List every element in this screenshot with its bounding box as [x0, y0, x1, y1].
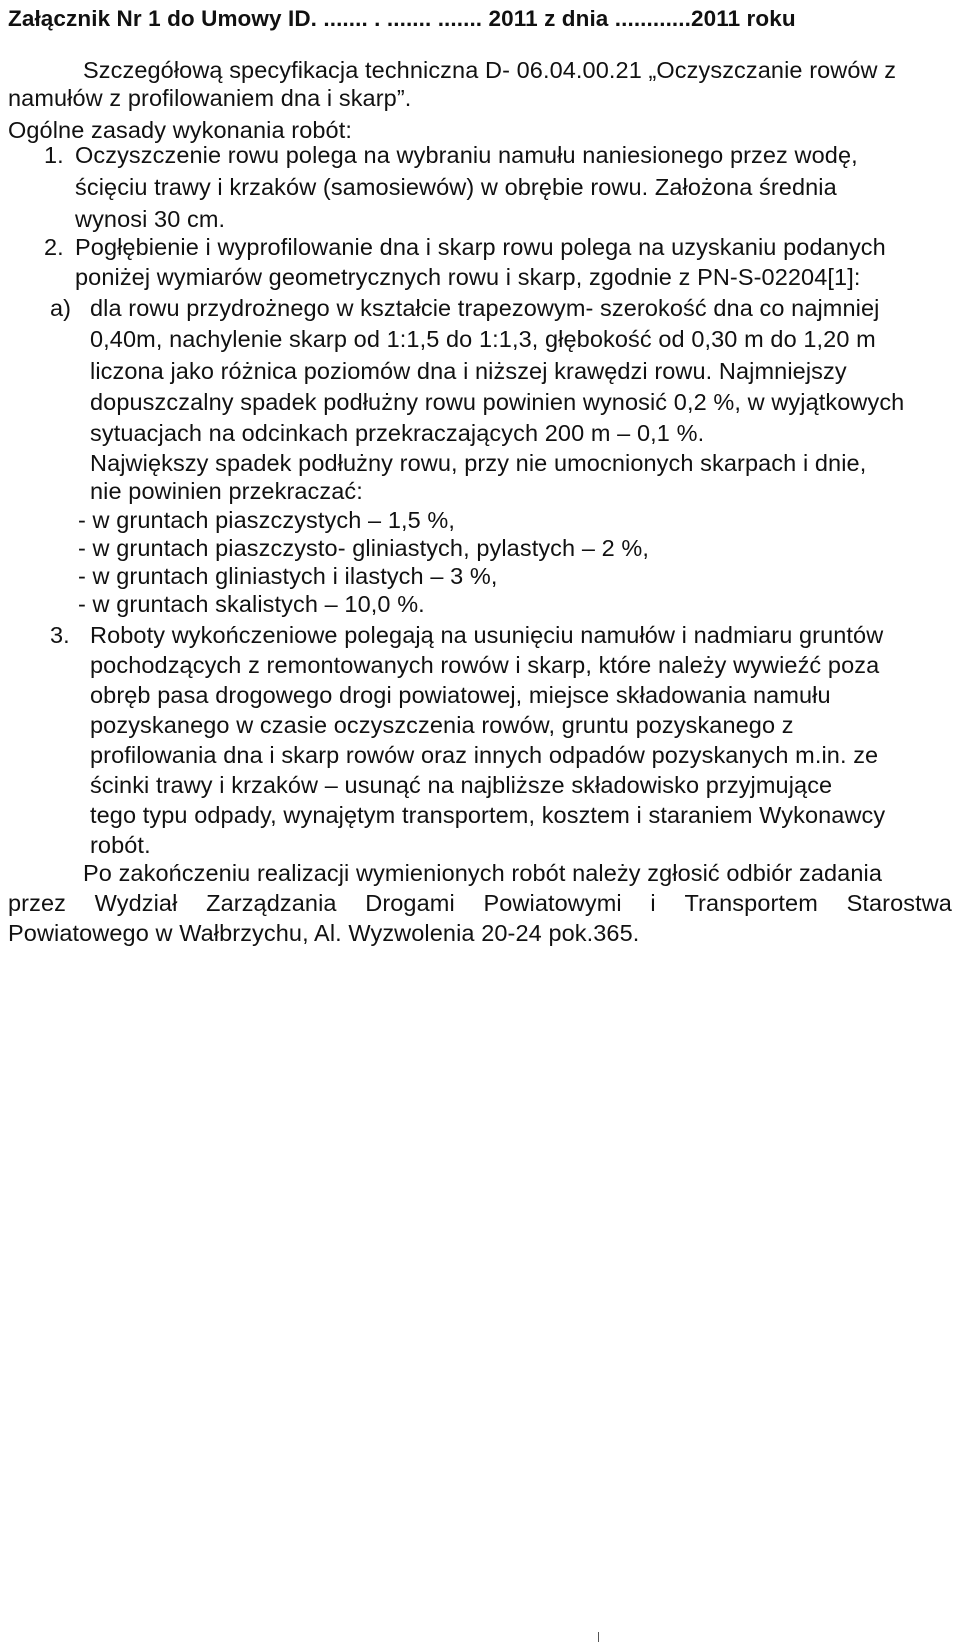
item-2-line-2: poniżej wymiarów geometrycznych rowu i skarp, zgodnie z PN-S-02204[1]:	[75, 264, 861, 290]
closing-word: Zarządzania	[206, 890, 337, 916]
closing-line-1: Po zakończeniu realizacji wymienionych robót należy zgłosić odbiór zadania	[83, 860, 882, 886]
closing-word: i	[650, 890, 656, 916]
scan-mark	[598, 1632, 599, 1642]
item-3-line-4: pozyskanego w czasie oczyszczenia rowów, gruntu pozyskanego z	[90, 712, 794, 738]
item-2a-line-5: sytuacjach na odcinkach przekraczających 200 m – 0,1 %.	[90, 420, 705, 446]
item-3-line-8: robót.	[90, 832, 151, 858]
soil-item-rocky: - w gruntach skalistych – 10,0 %.	[78, 591, 425, 617]
general-rules-heading: Ogólne zasady wykonania robót:	[8, 117, 352, 143]
spec-title-line-2: namułów z profilowaniem dna i skarp”.	[8, 85, 412, 111]
item-1-line-2: ścięciu trawy i krzaków (samosiewów) w obrębie rowu. Założona średnia	[75, 174, 837, 200]
closing-line-2	[8, 888, 952, 918]
closing-word: Wydział	[94, 890, 178, 916]
item-3-line-2: pochodzących z remontowanych rowów i skarp, które należy wywieźć poza	[90, 652, 880, 678]
max-slope-line-1: Największy spadek podłużny rowu, przy nie umocnionych skarpach i dnie,	[90, 450, 867, 476]
soil-item-sandy-clay: - w gruntach piaszczysto- gliniastych, pylastych – 2 %,	[78, 535, 650, 561]
item-2-line-1: Pogłębienie i wyprofilowanie dna i skarp rowu polega na uzyskaniu podanych	[75, 234, 886, 260]
soil-item-sandy: - w gruntach piaszczystych – 1,5 %,	[78, 507, 456, 533]
item-3-line-1: Roboty wykończeniowe polegają na usunięciu namułów i nadmiaru gruntów	[90, 622, 884, 648]
max-slope-line-2: nie powinien przekraczać:	[90, 478, 363, 504]
spec-title-line-1: Szczegółową specyfikacja techniczna D- 06.04.00.21 „Oczyszczanie rowów z	[83, 57, 897, 83]
item-2a-line-1: dla rowu przydrożnego w kształcie trapezowym- szerokość dna co najmniej	[90, 295, 880, 321]
item-3-number: 3.	[50, 622, 70, 648]
closing-word: Drogami	[365, 890, 455, 916]
item-3-line-7: tego typu odpady, wynajętym transportem, kosztem i staraniem Wykonawcy	[90, 802, 886, 828]
item-3-line-6: ścinki trawy i krzaków – usunąć na najbliższe składowisko przyjmujące	[90, 772, 833, 798]
item-1-line-1: Oczyszczenie rowu polega na wybraniu namułu naniesionego przez wodę,	[75, 142, 858, 168]
item-2a-line-3: liczona jako różnica poziomów dna i niższej krawędzi rowu. Najmniejszy	[90, 358, 847, 384]
closing-word: Starostwa	[846, 890, 952, 916]
item-3-line-5: profilowania dna i skarp rowów oraz innych odpadów pozyskanych m.in. ze	[90, 742, 879, 768]
item-3-line-3: obręb pasa drogowego drogi powiatowej, miejsce składowania namułu	[90, 682, 831, 708]
closing-word: przez	[8, 890, 66, 916]
closing-word: Powiatowymi	[483, 890, 622, 916]
document-header: Załącznik Nr 1 do Umowy ID. ....... . ....... ....... 2011 z dnia ............2011 roku	[8, 6, 796, 31]
item-2-number: 2.	[44, 234, 64, 260]
closing-line-3: Powiatowego w Wałbrzychu, Al. Wyzwolenia 20-24 pok.365.	[8, 920, 640, 946]
closing-word: Transportem	[684, 890, 818, 916]
item-2a-line-2: 0,40m, nachylenie skarp od 1:1,5 do 1:1,3, głębokość od 0,30 m do 1,20 m	[90, 326, 876, 352]
soil-item-clay: - w gruntach gliniastych i ilastych – 3 %,	[78, 563, 498, 589]
item-2a-line-4: dopuszczalny spadek podłużny rowu powinien wynosić 0,2 %, w wyjątkowych	[90, 389, 905, 415]
item-1-number: 1.	[44, 142, 64, 168]
item-2a-label: a)	[50, 295, 72, 321]
item-1-line-3: wynosi 30 cm.	[75, 206, 226, 232]
